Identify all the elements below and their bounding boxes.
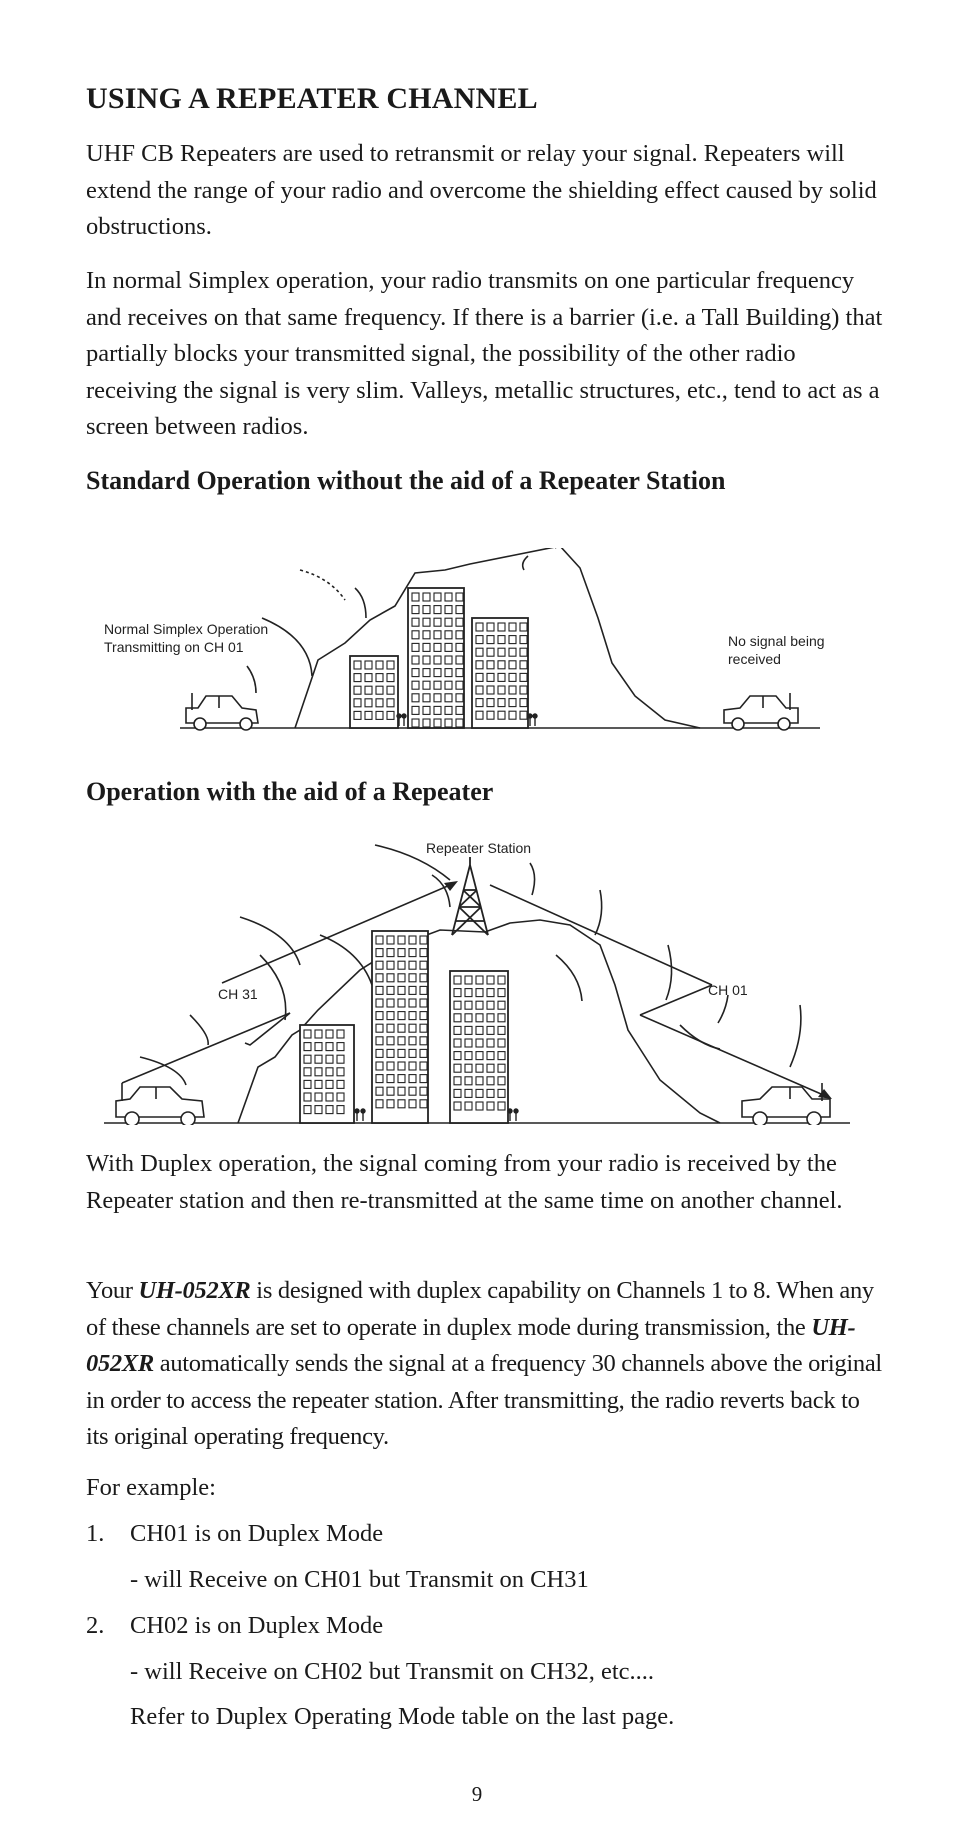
left-channel-label: CH 31 <box>218 986 258 1002</box>
example-intro: For example: <box>86 1474 216 1501</box>
list-item-number: 1. <box>86 1520 105 1547</box>
left-label-line2: Transmitting on CH 01 <box>104 639 244 655</box>
repeater-station-label: Repeater Station <box>426 840 532 856</box>
signal-car-to-lightning <box>122 1013 290 1083</box>
building-short <box>350 656 398 728</box>
list-item-text: CH02 is on Duplex Mode <box>130 1612 384 1639</box>
car-right-icon <box>724 693 798 730</box>
right-channel-label: CH 01 <box>708 982 748 998</box>
right-label-line1: No signal being <box>728 633 825 649</box>
model-paragraph <box>86 1273 886 1456</box>
model-paragraph-part2: is designed with duplex capability on Channels 1 to 8. When any of these channels are set to operate in duplex mode during transmission, the <box>86 1277 874 1341</box>
refer-note: Refer to Duplex Operating Mode table on the last page. <box>130 1703 675 1730</box>
intro-paragraph: UHF CB Repeaters are used to retransmit or relay your signal. Repeaters will extend the range of your radio and overcome the shielding effect caused by solid obstructions. <box>86 140 877 240</box>
model-name: UH-052XR <box>138 1277 251 1304</box>
model-name: UH-052XR <box>86 1313 856 1377</box>
list-item-sub: - will Receive on CH02 but Transmit on CH32, etc.... <box>130 1658 654 1685</box>
building-short <box>300 1025 354 1123</box>
car-left-icon <box>186 693 258 730</box>
model-paragraph-part1: Your <box>86 1277 139 1304</box>
simplex-diagram <box>0 548 954 738</box>
repeater-tower-icon <box>452 857 488 935</box>
car-right-icon <box>742 1083 830 1125</box>
repeater-diagram <box>0 835 954 1125</box>
simplex-paragraph: In normal Simplex operation, your radio transmits on one particular frequency and receives on that same frequency. If there is a barrier (i.e. a Tall Building) that partially blocks your transmitted signal, the possibility of the other radio receiving the signal is very slim. Valleys, metallic structures, etc., tend to act as a screen between radios. <box>86 267 883 440</box>
page-number: 9 <box>471 1782 483 1806</box>
duplex-paragraph: With Duplex operation, the signal coming from your radio is received by the Repeater station and then re-transmitted at the same time on another channel. <box>86 1150 843 1214</box>
left-label-line1: Normal Simplex Operation <box>104 621 269 637</box>
right-label-line2: received <box>728 651 781 667</box>
list-item-sub: - will Receive on CH01 but Transmit on CH31 <box>130 1566 589 1593</box>
model-paragraph-part3: automatically sends the signal at a frequency 30 channels above the original in order to access the repeater station. After transmitting, the radio reverts back to its original operating frequency. <box>86 1350 882 1450</box>
subheading-standard-operation: Standard Operation without the aid of a Repeater Station <box>86 466 726 495</box>
car-left-icon <box>116 1083 204 1125</box>
page-title: USING A REPEATER CHANNEL <box>86 82 538 115</box>
list-item-number: 2. <box>86 1612 105 1639</box>
subheading-repeater-operation: Operation with the aid of a Repeater <box>86 777 494 806</box>
list-item-text: CH01 is on Duplex Mode <box>130 1520 384 1547</box>
